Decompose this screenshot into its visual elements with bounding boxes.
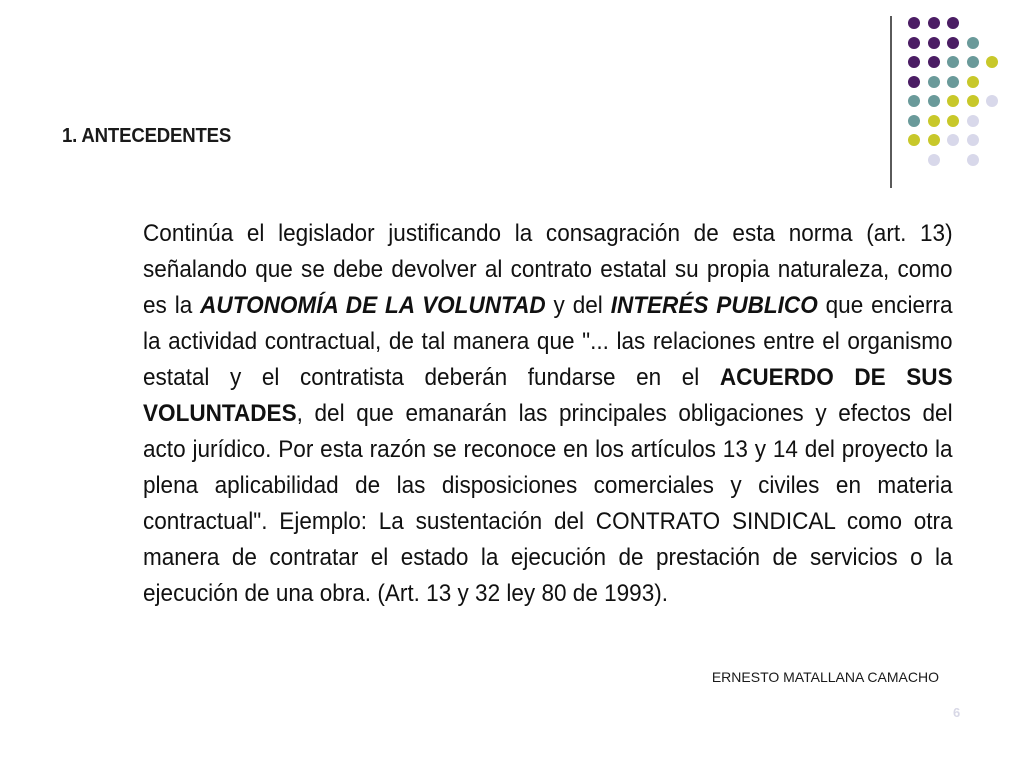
- text-segment: , del que emanarán las principales obligaciones y efectos del acto jurídico. Por esta razón se reconoce en los artículos 13 y 14 del proyecto la plena aplicabilidad de las disposiciones comerciales y civiles en materia contractual". Ejemplo: La sustentación del CONTRATO SINDICAL como otra manera de contratar el estado la ejecución de prestación de servicios o la ejecución de una obra. (Art. 13 y 32 ley 80 de 1993).: [143, 400, 953, 607]
- decorative-dot: [967, 76, 979, 88]
- text-segment: que encierra la actividad contractual, de tal manera que "... las relaciones entre el organismo estatal y el contratista deberán fundarse en el: [143, 292, 953, 391]
- decorative-dot: [908, 17, 920, 29]
- decorative-dot: [928, 95, 940, 107]
- page-number: 6: [953, 705, 961, 720]
- decorative-dot: [986, 95, 998, 107]
- decorative-dot: [908, 56, 920, 68]
- decorative-dot: [947, 17, 959, 29]
- text-segment: Continúa el legislador justificando la consagración de esta norma (art. 13) señalando que se debe devolver al contrato estatal su propia naturaleza, como es la: [143, 220, 953, 319]
- emphasis-interes-publico: INTERÉS PUBLICO: [610, 292, 818, 319]
- decorative-dot: [967, 37, 979, 49]
- slide-heading: 1. ANTECEDENTES: [62, 125, 232, 147]
- decorative-dot: [908, 115, 920, 127]
- decorative-dot: [947, 76, 959, 88]
- emphasis-acuerdo: ACUERDO DE SUS VOLUNTADES: [143, 364, 953, 427]
- decorative-dot: [947, 95, 959, 107]
- decorative-dot: [928, 17, 940, 29]
- decorative-dot: [967, 95, 979, 107]
- decorative-dot: [928, 134, 940, 146]
- text-segment: y del: [545, 292, 611, 319]
- author-name: ERNESTO MATALLANA CAMACHO: [711, 669, 939, 685]
- decorative-dot: [908, 37, 920, 49]
- decorative-dot: [908, 95, 920, 107]
- decorative-dot: [947, 56, 959, 68]
- decorative-dot: [928, 56, 940, 68]
- decorative-dot: [928, 115, 940, 127]
- decorative-dot: [986, 56, 998, 68]
- decorative-dot: [947, 134, 959, 146]
- decorative-dot: [908, 76, 920, 88]
- decorative-dot: [967, 115, 979, 127]
- decorative-dot: [967, 154, 979, 166]
- decorative-dot: [967, 134, 979, 146]
- decorative-dot: [908, 134, 920, 146]
- decorative-dot: [947, 115, 959, 127]
- decorative-dot: [928, 76, 940, 88]
- decorative-dot: [928, 37, 940, 49]
- decorative-dot: [928, 154, 940, 166]
- emphasis-autonomia: AUTONOMÍA DE LA VOLUNTAD: [200, 292, 546, 319]
- decorative-dot: [967, 56, 979, 68]
- decorative-dot: [947, 37, 959, 49]
- body-paragraph: [143, 216, 953, 612]
